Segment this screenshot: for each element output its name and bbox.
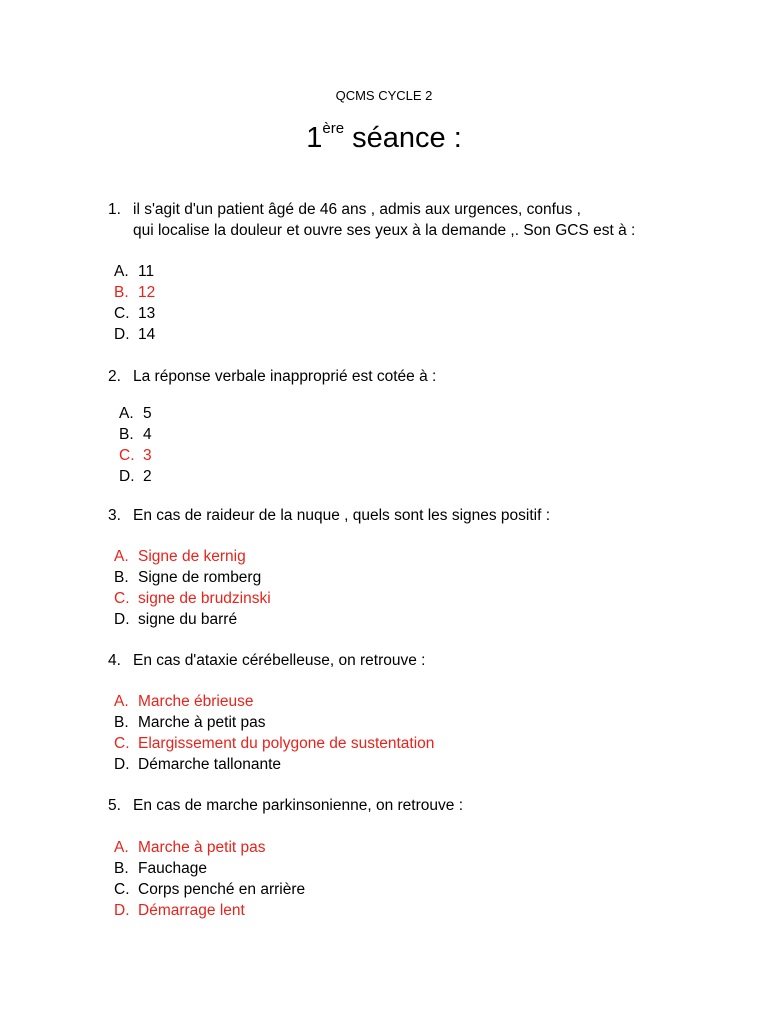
option-text: 4 xyxy=(143,426,152,443)
option-letter: B. xyxy=(114,860,129,877)
question-text: il s'agit d'un patient âgé de 46 ans , admis aux urgences, confus , qui localise la douleur et ouvre ses yeux à la demande ,. Son GCS est à : xyxy=(133,201,636,239)
question-text: En cas d'ataxie cérébelleuse, on retrouve : xyxy=(133,652,426,669)
option-letter: D. xyxy=(114,902,130,919)
title-superscript: ère xyxy=(322,120,345,137)
option-letter: C. xyxy=(119,447,135,464)
question-1 xyxy=(108,199,635,241)
option-letter: D. xyxy=(114,756,130,773)
question-number: 4. xyxy=(108,652,121,669)
option-letter: D. xyxy=(114,611,130,628)
option-letter: A. xyxy=(114,263,129,280)
option-letter: A. xyxy=(114,693,129,710)
question-number: 1. xyxy=(108,201,121,218)
option-letter: B. xyxy=(114,714,129,731)
option-letter: B. xyxy=(119,426,134,443)
option-letter: D. xyxy=(114,326,130,343)
option-letter: A. xyxy=(114,548,129,565)
option-text: 13 xyxy=(138,305,156,322)
option-letter: B. xyxy=(114,569,129,586)
option-text: Elargissement du polygone de sustentation xyxy=(138,735,435,752)
option-letter: B. xyxy=(114,284,129,301)
question-text: En cas de marche parkinsonienne, on retrouve : xyxy=(133,797,463,814)
question-5 xyxy=(108,795,463,816)
option-text: 14 xyxy=(138,326,156,343)
option-text: 5 xyxy=(143,405,152,422)
option-text: Corps penché en arrière xyxy=(138,881,306,898)
option-text: 3 xyxy=(143,447,152,464)
option-text: 11 xyxy=(138,263,155,280)
page-title xyxy=(0,122,768,155)
question-number: 3. xyxy=(108,507,121,524)
option-letter: C. xyxy=(114,305,130,322)
option-text: Démarrage lent xyxy=(138,902,245,919)
option-text: signe du barré xyxy=(138,611,238,628)
title-text: séance : xyxy=(344,122,462,154)
option-letter: C. xyxy=(114,881,130,898)
option-text: 12 xyxy=(138,284,156,301)
option-text: Signe de romberg xyxy=(138,569,262,586)
question-text: En cas de raideur de la nuque , quels sont les signes positif : xyxy=(133,507,551,524)
option-text: Démarche tallonante xyxy=(138,756,282,773)
option-text: Marche à petit pas xyxy=(138,714,266,731)
option-letter: C. xyxy=(114,735,130,752)
option-letter: A. xyxy=(119,405,134,422)
option-letter: D. xyxy=(119,468,135,485)
question-3 xyxy=(108,505,550,526)
option-text: Signe de kernig xyxy=(138,548,246,565)
option-text: Fauchage xyxy=(138,860,207,877)
option-text: 2 xyxy=(143,468,152,485)
header-label: QCMS CYCLE 2 xyxy=(335,88,433,103)
title-number: 1 xyxy=(306,122,323,154)
option-letter: C. xyxy=(114,590,130,607)
option-text: Marche ébrieuse xyxy=(138,693,254,710)
option-text: Marche à petit pas xyxy=(138,839,266,856)
question-number: 5. xyxy=(108,797,121,814)
question-text: La réponse verbale inapproprié est cotée à : xyxy=(133,368,437,385)
question-4 xyxy=(108,650,425,671)
option-letter: A. xyxy=(114,839,129,856)
question-number: 2. xyxy=(108,368,121,385)
option-text: signe de brudzinski xyxy=(138,590,271,607)
question-2 xyxy=(108,366,436,387)
